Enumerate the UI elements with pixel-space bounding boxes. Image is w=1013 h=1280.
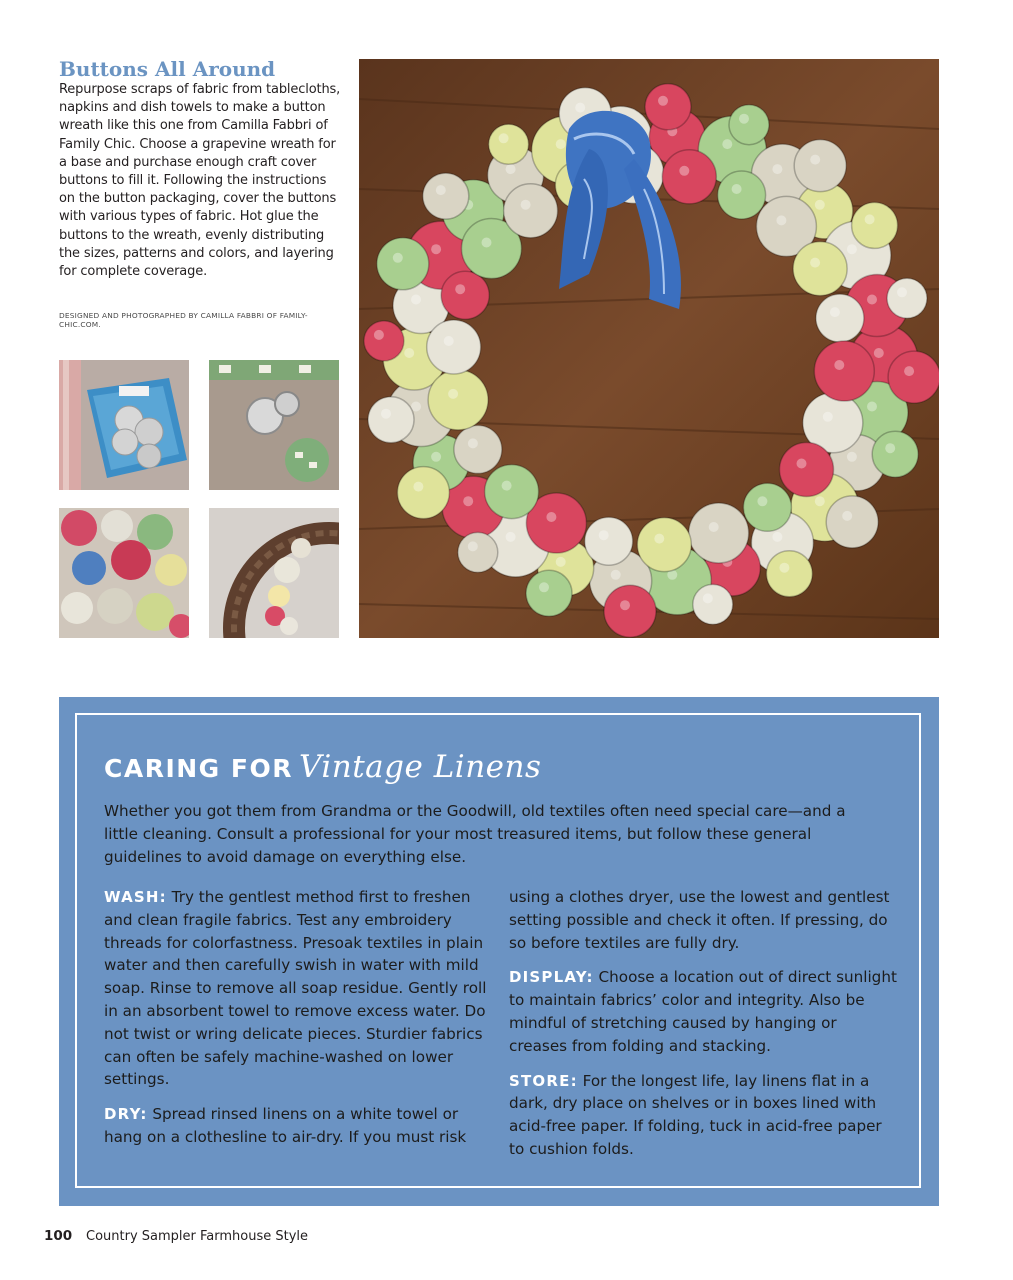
article-title: Buttons All Around	[59, 57, 276, 81]
display-label: DISPLAY:	[509, 968, 594, 987]
thumbnail-wreath-base-photo	[209, 508, 339, 638]
wash-label: WASH:	[104, 888, 167, 906]
sidebar-heading	[104, 749, 541, 789]
display-paragraph	[509, 966, 899, 1057]
sidebar-column-right	[509, 886, 899, 1173]
article-body: Repurpose scraps of fabric from tablecloths, napkins and dish towels to make a button wreath like this one from Camilla Fabbri of Family Chic. Choose a grapevine wreath for a base and purchase enough craft cover buttons to fill it. Following the instructions on the button packaging, cover the buttons with various types of fabric. Hot glue the buttons to the wreath, evenly distributing the sizes, patterns and colors, and layering for complete coverage.	[59, 82, 341, 280]
sidebar-column-left	[104, 886, 494, 1161]
photo-credit: DESIGNED AND PHOTOGRAPHED BY CAMILLA FABBRI OF FAMILY-CHIC.COM.	[59, 311, 308, 329]
care-sidebar	[59, 697, 939, 1206]
wash-paragraph	[104, 886, 494, 1091]
heading-caps: CARING FOR	[104, 754, 293, 783]
button-wreath-photo	[359, 59, 939, 638]
thumbnail-covered-buttons-photo	[59, 508, 189, 638]
dry-text: Spread rinsed linens on a white towel or hang on a clothesline to air-dry. If you must risk	[104, 1105, 467, 1146]
dry-label: DRY:	[104, 1105, 148, 1124]
dry-continued-paragraph	[509, 886, 899, 954]
magazine-name: Country Sampler Farmhouse Style	[86, 1229, 309, 1244]
thumbnail-button-parts-photo	[209, 360, 339, 490]
dry-text-continued: using a clothes dryer, use the lowest and gentlest setting possible and check it often. If pressing, do so before textiles are fully dry.	[509, 888, 890, 952]
heading-script: Vintage Linens	[298, 749, 542, 785]
store-label: STORE:	[509, 1071, 578, 1090]
store-paragraph	[509, 1070, 899, 1161]
wash-text: Try the gentlest method first to freshen and clean fragile fabrics. Test any embroidery threads for colorfastness. Presoak textiles in plain water and then carefully swish in water with mild soap. Rinse to remove all soap residue. Gently roll in an absorbent towel to remove excess water. Do not twist or wring delicate pieces. Sturdier fabrics can often be safely machine-washed on lower settings.	[104, 888, 487, 1089]
dry-paragraph	[104, 1103, 494, 1149]
sidebar-intro: Whether you got them from Grandma or the Goodwill, old textiles often need special care—and a little cleaning. Consult a professional for your most treasured items, but follow these general guidelines to avoid damage on everything else.	[104, 802, 846, 866]
thumbnail-button-kit-photo	[59, 360, 189, 490]
store-text: For the longest life, lay linens flat in a dark, dry place on shelves or in boxes lined with acid-free paper. If folding, tuck in acid-free paper to cushion folds.	[509, 1071, 882, 1158]
page-number: 100	[44, 1228, 73, 1244]
display-text: Choose a location out of direct sunlight to maintain fabrics’ color and integrity. Also be mindful of stretching caused by hanging or creases from folding and stacking.	[509, 968, 897, 1055]
